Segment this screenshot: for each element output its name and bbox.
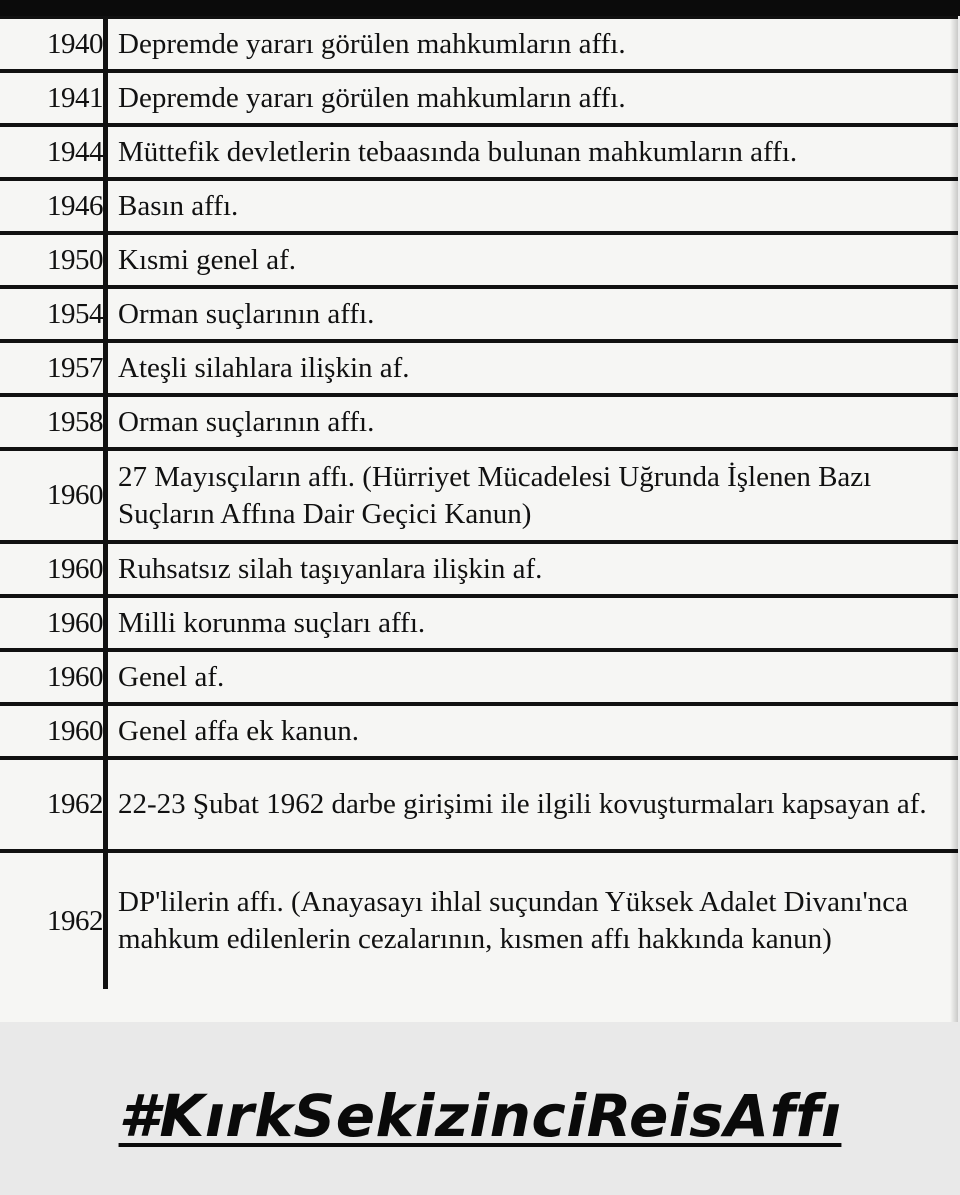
description-cell: Kısmi genel af. — [106, 233, 959, 287]
description-cell: Genel af. — [106, 650, 959, 704]
description-cell: 27 Mayısçıların affı. (Hürriyet Mücadelesi Uğrunda İşlenen Bazı Suçların Affına Dair Geçici Kanun) — [106, 449, 959, 542]
top-border — [0, 0, 960, 16]
year-cell: 1940 — [0, 18, 106, 72]
table-row — [0, 71, 958, 125]
description-cell: Depremde yararı görülen mahkumların affı. — [106, 18, 959, 72]
description-cell: Genel affa ek kanun. — [106, 704, 959, 758]
footer-banner — [0, 1022, 960, 1195]
year-cell: 1960 — [0, 596, 106, 650]
description-cell: 22-23 Şubat 1962 darbe girişimi ile ilgili kovuşturmaları kapsayan af. — [106, 758, 959, 851]
year-cell: 1946 — [0, 179, 106, 233]
table-row — [0, 449, 958, 542]
year-cell: 1962 — [0, 758, 106, 851]
table-row — [0, 18, 958, 72]
table-row — [0, 341, 958, 395]
year-cell: 1960 — [0, 449, 106, 542]
year-cell: 1960 — [0, 650, 106, 704]
description-cell: Ateşli silahlara ilişkin af. — [106, 341, 959, 395]
description-cell: Ruhsatsız silah taşıyanlara ilişkin af. — [106, 542, 959, 596]
year-cell: 1941 — [0, 71, 106, 125]
table-row — [0, 851, 958, 989]
year-cell: 1960 — [0, 542, 106, 596]
description-cell: Orman suçlarının affı. — [106, 395, 959, 449]
year-cell: 1957 — [0, 341, 106, 395]
table-row — [0, 287, 958, 341]
year-cell: 1944 — [0, 125, 106, 179]
description-cell: Müttefik devletlerin tebaasında bulunan mahkumların affı. — [106, 125, 959, 179]
table-row — [0, 233, 958, 287]
table-row — [0, 704, 958, 758]
description-cell: Milli korunma suçları affı. — [106, 596, 959, 650]
year-cell: 1958 — [0, 395, 106, 449]
table-row — [0, 125, 958, 179]
table-row — [0, 596, 958, 650]
year-cell: 1960 — [0, 704, 106, 758]
table-row — [0, 179, 958, 233]
description-cell: Basın affı. — [106, 179, 959, 233]
year-cell: 1950 — [0, 233, 106, 287]
table-row — [0, 395, 958, 449]
amnesty-table-sheet — [0, 16, 958, 1022]
description-cell: Depremde yararı görülen mahkumların affı. — [106, 71, 959, 125]
description-cell: Orman suçlarının affı. — [106, 287, 959, 341]
description-cell: DP'lilerin affı. (Anayasayı ihlal suçundan Yüksek Adalet Divanı'nca mahkum edilenlerin cezalarının, kısmen affı hakkında kanun) — [106, 851, 959, 989]
amnesty-table — [0, 16, 958, 989]
year-cell: 1954 — [0, 287, 106, 341]
table-row — [0, 542, 958, 596]
hashtag-caption: #KırkSekizinciReisAffı — [118, 1082, 842, 1150]
table-row — [0, 758, 958, 851]
table-row — [0, 650, 958, 704]
year-cell: 1962 — [0, 851, 106, 989]
